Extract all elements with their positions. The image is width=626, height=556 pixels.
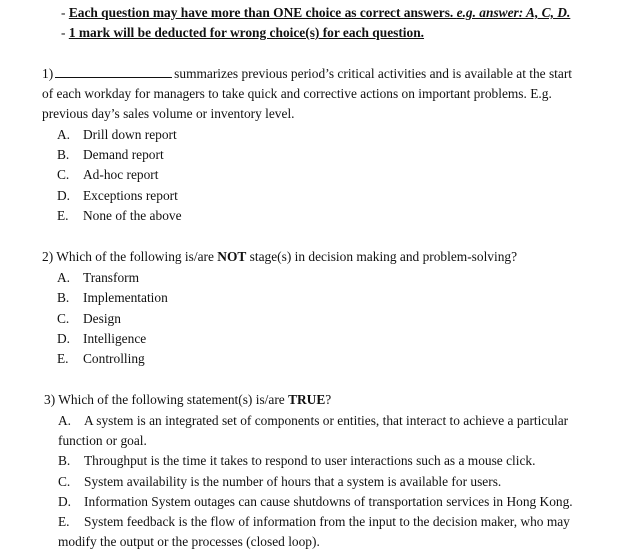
question-1-option-c xyxy=(57,165,158,185)
option-letter: B. xyxy=(57,147,70,162)
question-1-option-d xyxy=(57,186,178,206)
option-letter: B. xyxy=(58,453,71,468)
question-3-option-a xyxy=(58,411,568,431)
question-1-stem xyxy=(42,64,572,84)
question-2-option-e xyxy=(57,349,145,369)
option-letter: C. xyxy=(58,474,71,489)
question-3-option-e-continuation: modify the output or the processes (closed loop). xyxy=(58,534,320,549)
instruction-text: 1 mark will be deducted for wrong choice(s) for each question. xyxy=(68,25,425,40)
option-text: Intelligence xyxy=(83,331,147,346)
question-2-option-b xyxy=(57,288,168,308)
option-text: None of the above xyxy=(83,208,182,223)
question-text: Which of the following is/are xyxy=(56,249,218,264)
option-letter: D. xyxy=(58,494,72,509)
option-text: Information System outages can cause shutdowns of transportation services in Hong Kong. xyxy=(84,494,573,509)
option-text: Design xyxy=(83,311,121,326)
option-letter: E. xyxy=(57,351,69,366)
option-text: Ad-hoc report xyxy=(83,167,159,182)
question-text: stage(s) in decision making and problem-solving? xyxy=(246,249,518,264)
question-text: ? xyxy=(325,392,332,407)
question-2-option-c xyxy=(57,309,121,329)
option-text: Throughput is the time it takes to respond to user interactions such as a mouse click. xyxy=(84,453,536,468)
option-letter: A. xyxy=(57,270,71,285)
option-letter: E. xyxy=(57,208,69,223)
option-text: Implementation xyxy=(83,290,168,305)
question-3-option-a-continuation: function or goal. xyxy=(58,433,147,448)
question-3-stem xyxy=(44,390,331,410)
option-text: Demand report xyxy=(83,147,164,162)
option-text: Drill down report xyxy=(83,127,177,142)
instruction-dash: - xyxy=(61,25,69,40)
question-3-option-c xyxy=(58,472,501,492)
question-emphasis: NOT xyxy=(217,249,247,264)
question-emphasis: TRUE xyxy=(288,392,326,407)
question-2-option-a xyxy=(57,268,139,288)
option-letter: D. xyxy=(57,188,71,203)
instruction-penalty xyxy=(61,25,424,41)
question-1-option-a xyxy=(57,125,177,145)
option-letter: B. xyxy=(57,290,70,305)
question-text: Which of the following statement(s) is/are xyxy=(58,392,289,407)
option-text: Transform xyxy=(83,270,140,285)
option-letter: C. xyxy=(57,167,70,182)
instruction-text: Each question may have more than ONE choice as correct answers. xyxy=(68,5,457,20)
question-3-option-e xyxy=(58,512,570,532)
question-number: 1) xyxy=(42,66,54,81)
question-1-option-e xyxy=(57,206,182,226)
question-1-stem-line2: of each workday for managers to take quick and corrective actions on important problems. E.g. xyxy=(42,86,552,101)
option-letter: A. xyxy=(57,127,71,142)
answer-blank xyxy=(55,65,172,78)
option-text: A system is an integrated set of components or entities, that interact to achieve a particular xyxy=(84,413,569,428)
question-1-option-b xyxy=(57,145,164,165)
option-text: System feedback is the flow of information from the input to the decision maker, who may xyxy=(84,514,570,529)
question-number: 2) xyxy=(42,249,54,264)
instruction-multiple-choice xyxy=(61,5,570,21)
question-3-option-d xyxy=(58,492,573,512)
instruction-dash: - xyxy=(61,5,69,20)
option-letter: A. xyxy=(58,413,72,428)
option-letter: C. xyxy=(57,311,70,326)
question-text: summarizes previous period’s critical activities and is available at the start xyxy=(174,66,573,81)
question-2-stem xyxy=(42,247,517,267)
option-text: Exceptions report xyxy=(83,188,178,203)
option-text: System availability is the number of hours that a system is available for users. xyxy=(84,474,502,489)
question-1-stem-line3: previous day’s sales volume or inventory level. xyxy=(42,106,295,121)
question-number: 3) xyxy=(44,392,56,407)
option-text: Controlling xyxy=(83,351,145,366)
question-2-option-d xyxy=(57,329,146,349)
option-letter: E. xyxy=(58,514,70,529)
instruction-example: e.g. answer: A, C, D. xyxy=(456,5,571,20)
question-3-option-b xyxy=(58,451,535,471)
option-letter: D. xyxy=(57,331,71,346)
